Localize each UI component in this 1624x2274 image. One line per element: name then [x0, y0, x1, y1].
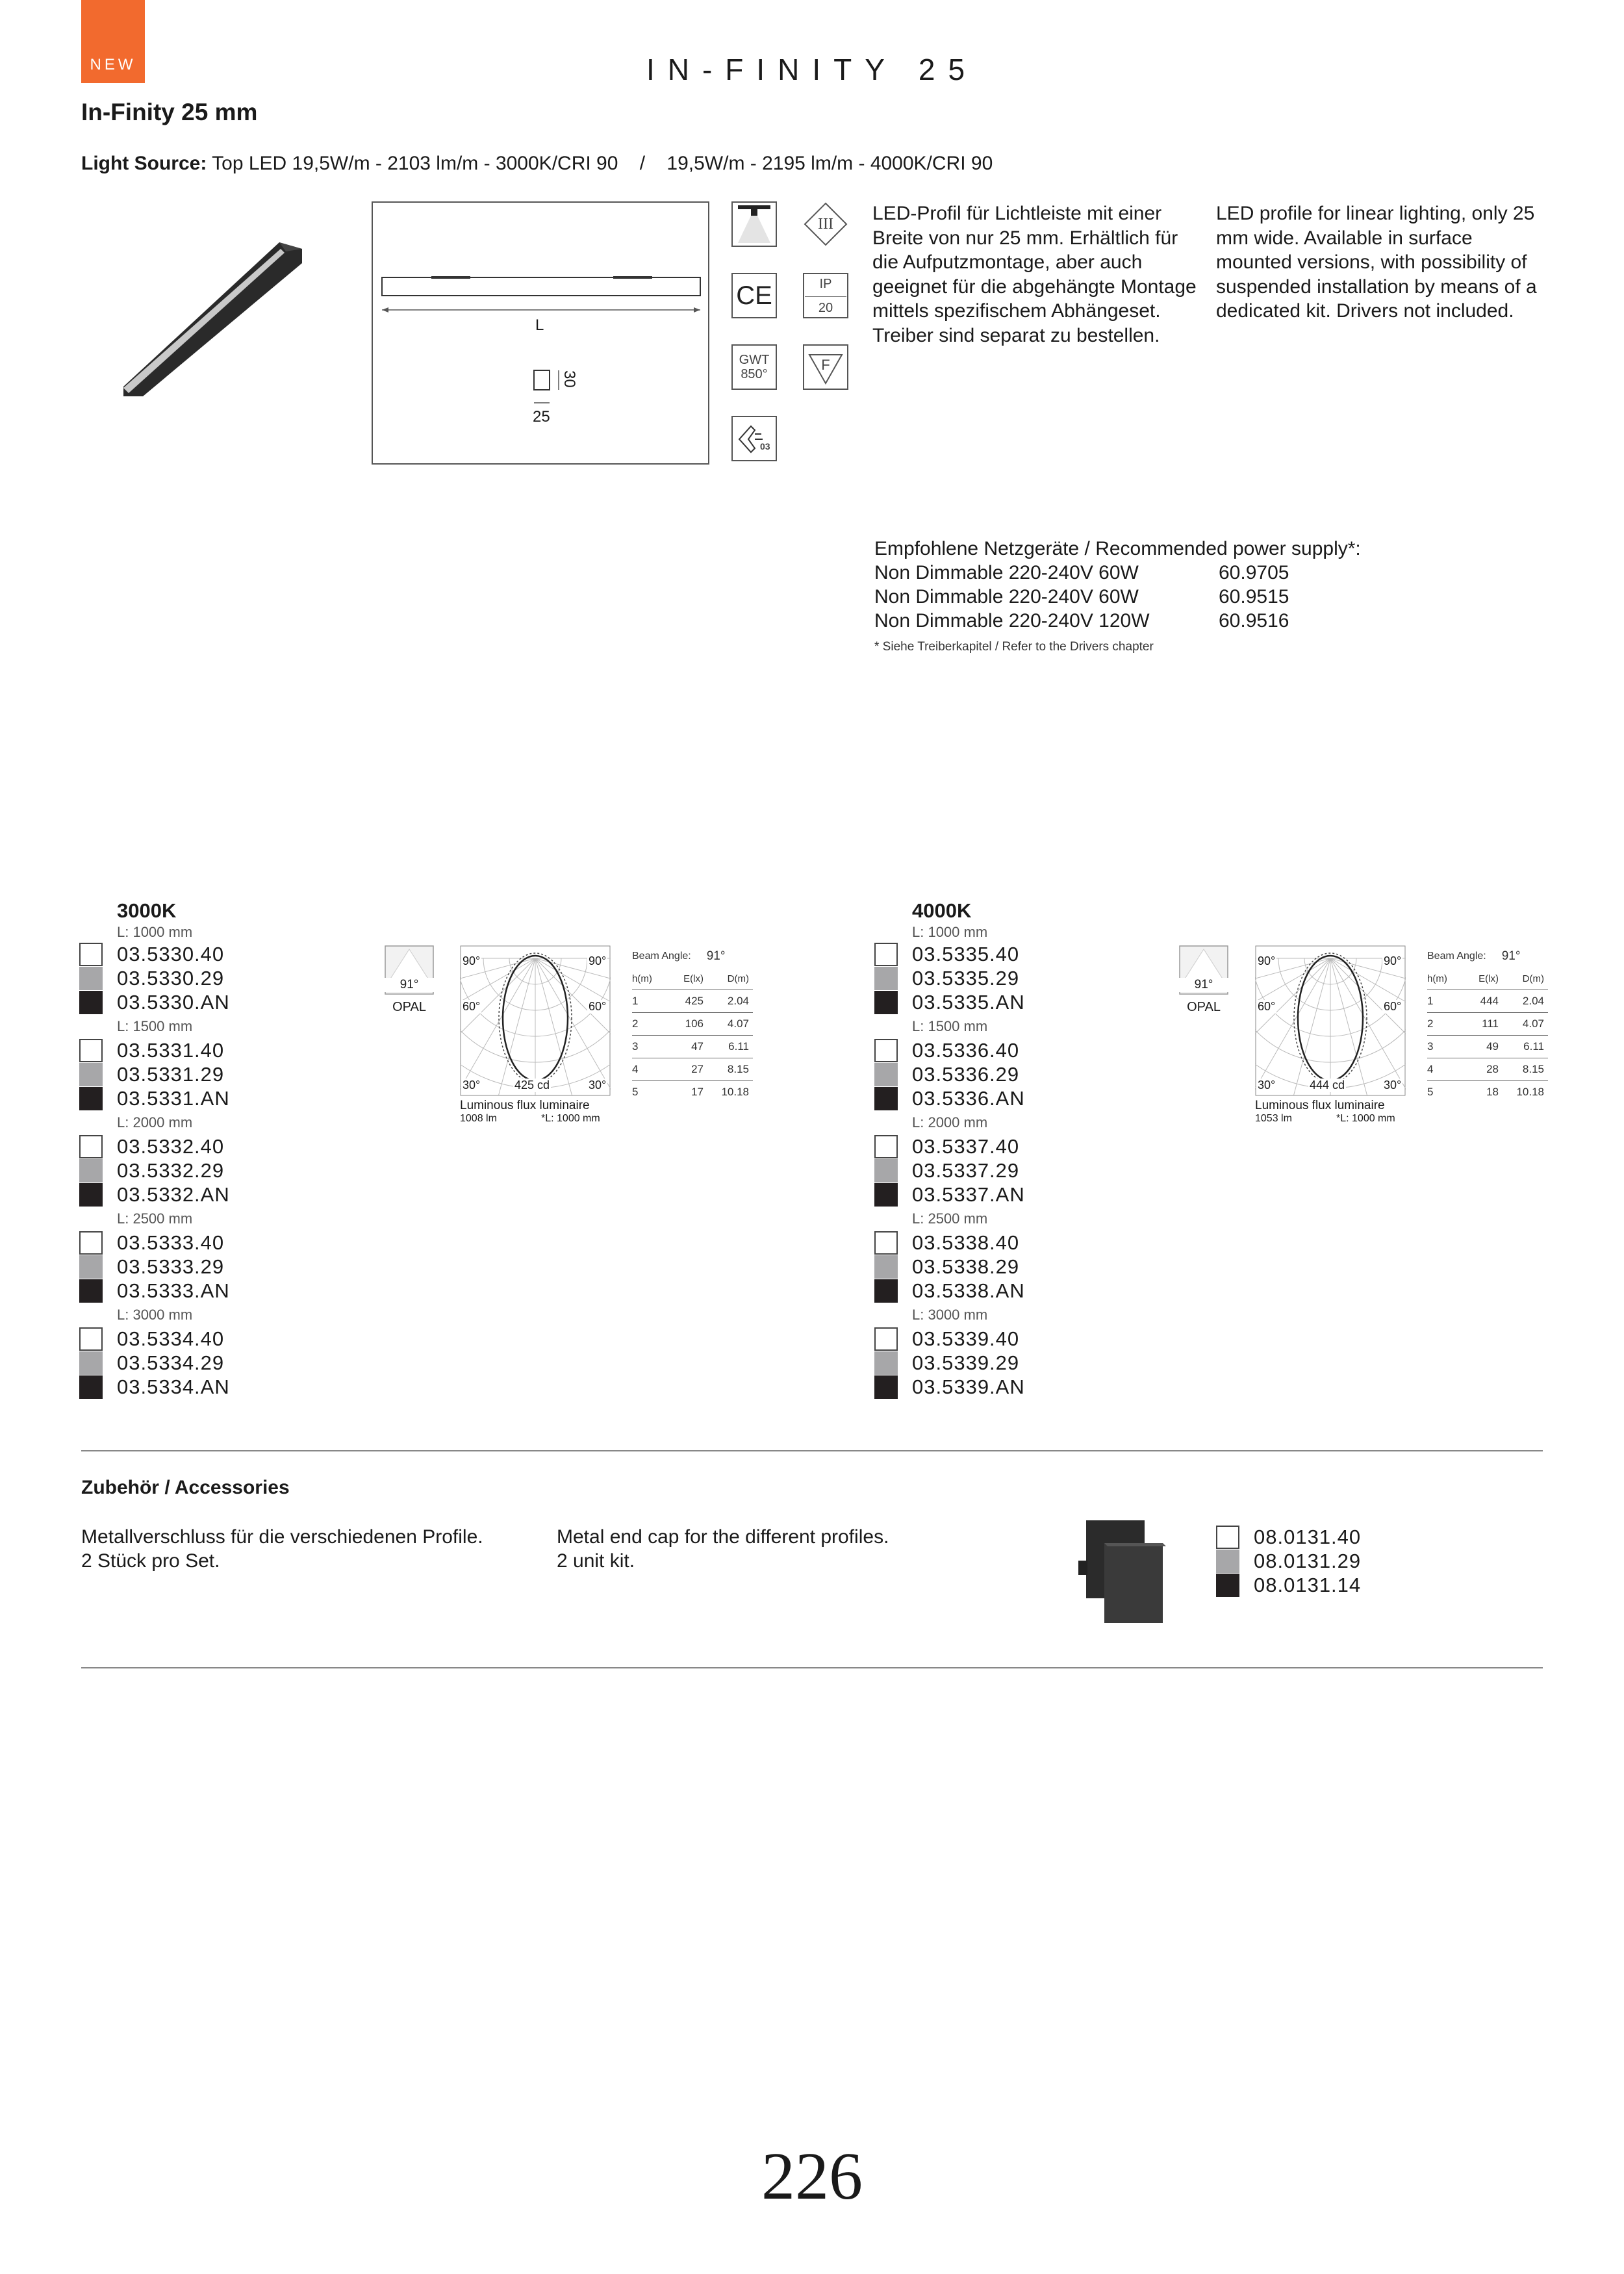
- table-cell: 8.15: [1503, 1058, 1548, 1081]
- table-row: [1427, 1081, 1548, 1104]
- article-row: [912, 1158, 1025, 1182]
- accessory-code-row: [1254, 1525, 1361, 1549]
- color-swatch: [1216, 1550, 1239, 1573]
- article-row: [912, 990, 1025, 1014]
- article-row: [912, 1255, 1025, 1279]
- flux-value: 1053 lm: [1255, 1113, 1292, 1124]
- table-cell: 49: [1457, 1036, 1503, 1058]
- table-header-cell: h(m): [632, 967, 662, 990]
- table-header-cell: E(lx): [662, 967, 707, 990]
- article-code: 03.5330.40: [117, 942, 225, 965]
- table-cell: 106: [662, 1013, 707, 1036]
- color-swatch: [874, 1039, 898, 1062]
- color-swatch: [79, 1231, 103, 1255]
- article-code: 03.5331.40: [117, 1038, 225, 1062]
- accessory-code: 08.0131.40: [1254, 1525, 1362, 1548]
- product-title: In-Finity 25 mm: [81, 99, 258, 125]
- article-code: 03.5336.40: [912, 1038, 1020, 1062]
- power-supply-row: Non Dimmable 220-240V 60W 60.9705: [874, 562, 1289, 583]
- article-row: [117, 1375, 230, 1399]
- length-label: L: 2500 mm: [912, 1210, 988, 1227]
- polar-diagram: [460, 945, 611, 1124]
- illuminance-table: [1427, 967, 1548, 1103]
- table-cell: 2.04: [707, 990, 753, 1013]
- color-swatch: [874, 1183, 898, 1207]
- color-swatch: [79, 1039, 103, 1062]
- polar-label: 444 cd: [1310, 1079, 1345, 1092]
- flux-label: Luminous flux luminaire: [460, 1099, 590, 1112]
- color-swatch: [79, 1255, 103, 1279]
- table-cell: 6.11: [707, 1036, 753, 1058]
- article-row: [117, 1062, 230, 1086]
- table-cell: 5: [1427, 1086, 1434, 1098]
- light-source-value: Top LED 19,5W/m - 2103 lm/m - 3000K/CRI 90 / 19,5W/m - 2195 lm/m - 4000K/CRI 90: [212, 153, 993, 174]
- table-row: [632, 1058, 753, 1081]
- ip-rating-icon: [803, 273, 848, 318]
- table-row: [1427, 990, 1548, 1013]
- color-temperature-heading: 4000K: [912, 899, 972, 922]
- color-swatch: [79, 1327, 103, 1351]
- width-label: 25: [533, 408, 550, 426]
- color-swatch: [874, 1327, 898, 1351]
- table-cell: 8.15: [707, 1058, 753, 1081]
- article-code: 03.5339.40: [912, 1327, 1020, 1350]
- downlight-icon: [733, 203, 776, 246]
- table-cell: 1: [1427, 990, 1457, 1013]
- flux-reference-length: *L: 1000 mm: [541, 1113, 600, 1124]
- article-code: 03.5335.AN: [912, 990, 1025, 1014]
- article-code: 03.5333.29: [117, 1255, 225, 1278]
- polar-label: 90°: [589, 954, 607, 967]
- polar-label: 30°: [463, 1079, 481, 1092]
- divider-top: [81, 1450, 1543, 1451]
- ip-label: IP: [819, 276, 832, 291]
- article-row: [117, 1231, 230, 1255]
- article-code: 03.5331.29: [117, 1062, 225, 1086]
- color-swatch: [79, 1063, 103, 1086]
- article-code: 03.5334.40: [117, 1327, 225, 1350]
- article-row: [912, 966, 1025, 990]
- gwt-value: 850°: [741, 367, 768, 381]
- article-code: 03.5338.AN: [912, 1279, 1025, 1302]
- power-supply-row: Non Dimmable 220-240V 120W 60.9516: [874, 610, 1289, 632]
- color-swatch: [874, 1087, 898, 1110]
- flux-value: 1008 lm: [460, 1113, 497, 1124]
- height-label: 30: [561, 370, 578, 388]
- length-label: L: 2000 mm: [912, 1114, 988, 1131]
- table-cell: 4: [1427, 1058, 1457, 1081]
- variant-column-1: [912, 899, 1025, 1399]
- table-cell: 2: [632, 1013, 662, 1036]
- article-row: [117, 966, 230, 990]
- table-header-row: [1427, 967, 1548, 990]
- table-row: [632, 1013, 753, 1036]
- polar-label: 30°: [589, 1079, 607, 1092]
- color-temperature-heading: 3000K: [117, 899, 177, 922]
- power-supply-title: Empfohlene Netzgeräte / Recommended power supply*:: [874, 538, 1361, 559]
- article-row: [912, 1279, 1025, 1303]
- gwt-label: GWT: [739, 353, 770, 367]
- light-source-line: [81, 153, 993, 175]
- accessory-code: 08.0131.14: [1254, 1573, 1362, 1596]
- article-row: [117, 1351, 230, 1375]
- color-swatch: [79, 1183, 103, 1207]
- article-code: 03.5339.AN: [912, 1375, 1025, 1398]
- table-cell: 18: [1486, 1086, 1499, 1098]
- color-swatch: [79, 1351, 103, 1375]
- table-header-row: [632, 967, 753, 990]
- optic-icon: [1179, 945, 1228, 1014]
- table-cell: 4: [632, 1058, 662, 1081]
- hand-mark-icon: [733, 417, 776, 460]
- color-swatch: [79, 991, 103, 1014]
- article-code: 03.5339.29: [912, 1351, 1020, 1374]
- color-swatch: [1216, 1526, 1239, 1549]
- table-cell: 5: [632, 1086, 639, 1098]
- optic-label: OPAL: [392, 1000, 426, 1014]
- color-swatch: [874, 1279, 898, 1303]
- color-swatch: [874, 1255, 898, 1279]
- table-cell: 1: [632, 990, 662, 1013]
- f-mark-icon: F: [803, 344, 848, 390]
- color-swatch: [874, 1231, 898, 1255]
- length-label: L: [535, 316, 544, 334]
- article-row: [117, 1158, 230, 1182]
- table-cell: 2: [1427, 1013, 1457, 1036]
- polar-diagram: [1255, 945, 1406, 1124]
- flux-label: Luminous flux luminaire: [1255, 1099, 1385, 1112]
- accessory-codes: [1254, 1525, 1361, 1597]
- beam-direction-icon: [731, 201, 777, 247]
- ip-value: 20: [805, 296, 846, 315]
- length-label: L: 3000 mm: [912, 1307, 988, 1323]
- article-code: 03.5332.40: [117, 1134, 225, 1158]
- color-swatch: [79, 943, 103, 966]
- length-label: L: 1000 mm: [117, 924, 193, 940]
- article-code: 03.5334.29: [117, 1351, 225, 1374]
- page-number: 226: [761, 2139, 863, 2214]
- ce-mark-icon: CE: [731, 273, 777, 318]
- table-header-cell: E(lx): [1457, 967, 1503, 990]
- light-source-label: Light Source:: [81, 153, 207, 174]
- color-swatch: [79, 1279, 103, 1303]
- polar-label: 425 cd: [514, 1079, 550, 1092]
- article-code: 03.5338.29: [912, 1255, 1020, 1278]
- article-row: [912, 1086, 1025, 1110]
- table-row: [1427, 1036, 1548, 1058]
- color-swatch: [874, 1159, 898, 1182]
- article-code: 03.5337.40: [912, 1134, 1020, 1158]
- optic-angle: 91°: [1179, 978, 1228, 992]
- article-code: 03.5332.AN: [117, 1182, 230, 1206]
- table-cell: 10.18: [1516, 1086, 1544, 1098]
- table-header-cell: D(m): [707, 967, 753, 990]
- article-code: 03.5336.29: [912, 1062, 1020, 1086]
- color-swatch: [874, 1351, 898, 1375]
- article-row: [117, 1086, 230, 1110]
- length-label: L: 2000 mm: [117, 1114, 193, 1131]
- article-code: 03.5337.29: [912, 1158, 1020, 1182]
- variant-column-0: [117, 899, 230, 1399]
- table-cell: 10.18: [721, 1086, 749, 1098]
- table-cell: 3: [632, 1036, 662, 1058]
- article-code: 03.5333.40: [117, 1231, 225, 1254]
- table-cell: 27: [662, 1058, 707, 1081]
- article-code: 03.5335.40: [912, 942, 1020, 965]
- table-row: [632, 1081, 753, 1104]
- color-swatch: [1216, 1574, 1239, 1597]
- article-code: 03.5332.29: [117, 1158, 225, 1182]
- table-cell: 4.07: [707, 1013, 753, 1036]
- table-row: [632, 990, 753, 1013]
- gwt-icon: [731, 344, 777, 390]
- color-swatch: [874, 967, 898, 990]
- table-cell: 28: [1457, 1058, 1503, 1081]
- polar-label: 90°: [1384, 954, 1402, 967]
- beam-angle-table: [1427, 945, 1548, 1103]
- technical-drawing: [372, 201, 709, 465]
- divider-bottom: [81, 1667, 1543, 1668]
- power-supply-footnote: * Siehe Treiberkapitel / Refer to the Drivers chapter: [874, 640, 1154, 654]
- article-row: [912, 1038, 1025, 1062]
- flux-reference-length: *L: 1000 mm: [1336, 1113, 1395, 1124]
- article-code: 03.5333.AN: [117, 1279, 230, 1302]
- article-code: 03.5335.29: [912, 966, 1020, 990]
- table-row: [632, 1036, 753, 1058]
- length-label: L: 1000 mm: [912, 924, 988, 940]
- article-row: [117, 1327, 230, 1351]
- polar-label: 60°: [589, 1000, 607, 1013]
- description-en: LED profile for linear lighting, only 25 mm wide. Available in surface mounted versions, with possibility of suspended installation by means of a dedicated kit. Drivers not included.: [1216, 203, 1537, 322]
- color-swatch: [874, 991, 898, 1014]
- article-code: 03.5338.40: [912, 1231, 1020, 1254]
- article-row: [912, 1134, 1025, 1158]
- color-swatch: [79, 1135, 103, 1158]
- article-row: [912, 942, 1025, 966]
- table-cell: 425: [662, 990, 707, 1013]
- article-row: [912, 1375, 1025, 1399]
- article-code: 03.5334.AN: [117, 1375, 230, 1398]
- table-cell: 111: [1457, 1013, 1503, 1036]
- optic-icon: [385, 945, 434, 1014]
- article-row: [912, 1327, 1025, 1351]
- article-code: 03.5336.AN: [912, 1086, 1025, 1110]
- color-swatch: [874, 1375, 898, 1399]
- article-row: [912, 1351, 1025, 1375]
- article-row: [912, 1062, 1025, 1086]
- color-swatch: [874, 1135, 898, 1158]
- article-row: [117, 1182, 230, 1207]
- article-row: [117, 1134, 230, 1158]
- class-iii-icon: III: [803, 201, 848, 247]
- product-photo: [117, 237, 305, 396]
- table-cell: 2.04: [1503, 990, 1548, 1013]
- accessory-description-de: Metallverschluss für die verschiedenen Profile. 2 Stück pro Set.: [81, 1526, 483, 1572]
- polar-label: 30°: [1258, 1079, 1276, 1092]
- beam-angle-value: 91°: [1501, 949, 1521, 963]
- accessory-code: 08.0131.29: [1254, 1549, 1362, 1572]
- color-swatch: [79, 1087, 103, 1110]
- beam-angle-label: Beam Angle:: [1427, 951, 1486, 962]
- energy-class-icon: 03: [731, 416, 777, 461]
- article-row: [117, 990, 230, 1014]
- color-swatch: [79, 967, 103, 990]
- beam-angle-value: 91°: [706, 949, 726, 963]
- article-code: 03.5331.AN: [117, 1086, 230, 1110]
- article-row: [117, 1255, 230, 1279]
- power-supply-block: [874, 537, 1361, 633]
- table-cell: 4.07: [1503, 1013, 1548, 1036]
- table-row: [1427, 1013, 1548, 1036]
- article-row: [912, 1231, 1025, 1255]
- table-cell: 444: [1457, 990, 1503, 1013]
- polar-label: 60°: [463, 1000, 481, 1013]
- length-label: L: 1500 mm: [117, 1018, 193, 1034]
- beam-angle-label: Beam Angle:: [632, 951, 691, 962]
- optic-angle: 91°: [385, 978, 434, 992]
- polar-label: 90°: [1258, 954, 1276, 967]
- article-code: 03.5330.29: [117, 966, 225, 990]
- article-row: [117, 1038, 230, 1062]
- power-supply-row: Non Dimmable 220-240V 60W 60.9515: [874, 586, 1289, 607]
- article-row: [912, 1182, 1025, 1207]
- length-label: L: 1500 mm: [912, 1018, 988, 1034]
- length-label: L: 3000 mm: [117, 1307, 193, 1323]
- table-cell: 17: [691, 1086, 704, 1098]
- table-row: [1427, 1058, 1548, 1081]
- color-swatch: [79, 1375, 103, 1399]
- polar-label: 90°: [463, 954, 481, 967]
- table-cell: 3: [1427, 1036, 1457, 1058]
- end-cap-photo: [1078, 1514, 1176, 1628]
- article-row: [117, 1279, 230, 1303]
- accessory-description-en: Metal end cap for the different profiles. 2 unit kit.: [557, 1526, 889, 1572]
- color-swatch: [874, 943, 898, 966]
- polar-label: 60°: [1258, 1000, 1276, 1013]
- table-header-cell: h(m): [1427, 967, 1457, 990]
- illuminance-table: [632, 967, 753, 1103]
- polar-label: 30°: [1384, 1079, 1402, 1092]
- beam-angle-table: [632, 945, 753, 1103]
- color-swatch: [874, 1063, 898, 1086]
- article-code: 03.5330.AN: [117, 990, 230, 1014]
- length-label: L: 2500 mm: [117, 1210, 193, 1227]
- polar-label: 60°: [1384, 1000, 1402, 1013]
- optic-label: OPAL: [1187, 1000, 1221, 1014]
- accessories-title: Zubehör / Accessories: [81, 1477, 290, 1498]
- table-cell: 47: [662, 1036, 707, 1058]
- article-row: [117, 942, 230, 966]
- description-de: LED-Profil für Lichtleiste mit einer Breite von nur 25 mm. Erhältlich für die Aufputzmontage, aber auch geeignet für die abgehängte Montage mittels spezifischem Abhängeset. Treiber sind separat zu bestellen.: [872, 203, 1197, 346]
- accessory-code-row: [1254, 1573, 1361, 1597]
- new-badge-label: NEW: [90, 56, 136, 73]
- table-cell: 6.11: [1503, 1036, 1548, 1058]
- article-code: 03.5337.AN: [912, 1182, 1025, 1206]
- color-swatch: [79, 1159, 103, 1182]
- table-header-cell: D(m): [1503, 967, 1548, 990]
- accessory-code-row: [1254, 1549, 1361, 1573]
- series-title: IN-FINITY 25: [646, 53, 978, 86]
